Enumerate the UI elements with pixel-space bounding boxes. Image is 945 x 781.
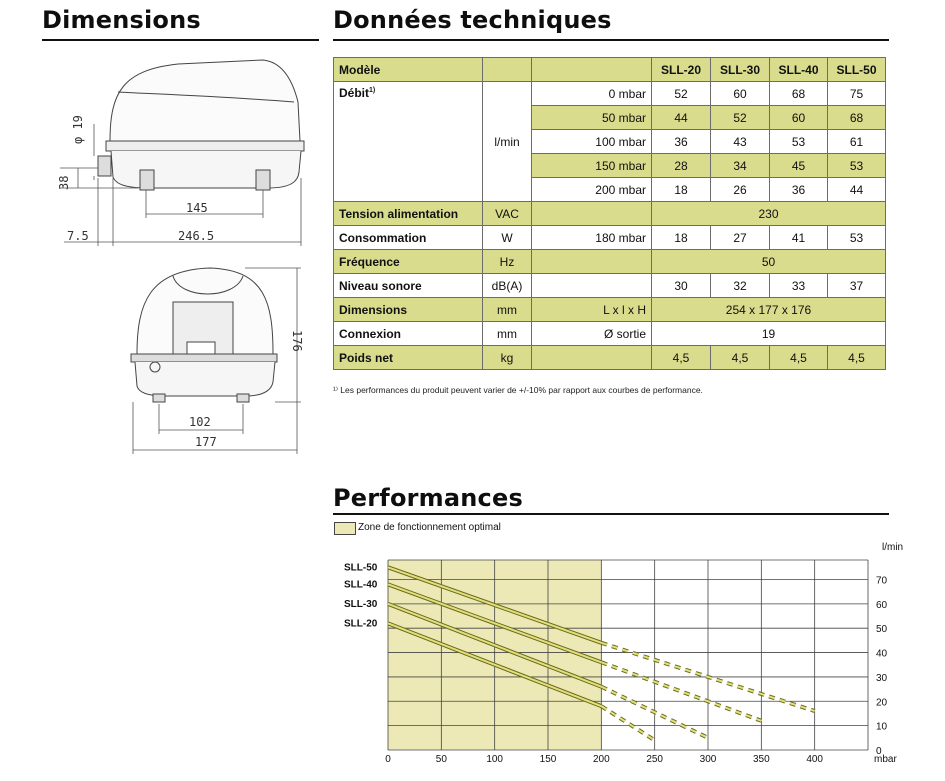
tech-title-rule bbox=[333, 39, 889, 41]
tension-label: Tension alimentation bbox=[334, 202, 483, 226]
x-tick-label: 400 bbox=[806, 754, 824, 765]
debit-value: 52 bbox=[711, 106, 770, 130]
dim-246-5-label: 246.5 bbox=[178, 229, 215, 243]
debit-value: 75 bbox=[828, 82, 886, 106]
debit-label-cell bbox=[334, 82, 483, 202]
legend-swatch bbox=[334, 522, 356, 535]
series-name-label: SLL-50 bbox=[344, 562, 378, 574]
table-row bbox=[334, 322, 886, 346]
debit-pressure: 200 mbar bbox=[532, 178, 652, 202]
debit-unit: l/min bbox=[483, 82, 532, 202]
y-tick-label: 40 bbox=[876, 648, 888, 660]
y-tick-label: 10 bbox=[876, 721, 888, 733]
poids-value: 4,5 bbox=[652, 346, 711, 370]
x-tick-label: 200 bbox=[592, 754, 610, 765]
table-row bbox=[334, 250, 886, 274]
conso-unit: W bbox=[483, 226, 532, 250]
debit-value: 44 bbox=[828, 178, 886, 202]
sonore-value: 30 bbox=[652, 274, 711, 298]
poids-unit: kg bbox=[483, 346, 532, 370]
debit-pressure: 50 mbar bbox=[532, 106, 652, 130]
tension-value: 230 bbox=[652, 202, 886, 226]
model-header-label: Modèle bbox=[334, 58, 483, 82]
series-line-dashed-core bbox=[601, 706, 654, 740]
poids-label: Poids net bbox=[334, 346, 483, 370]
dim-177-label: 177 bbox=[195, 435, 217, 449]
debit-value: 36 bbox=[770, 178, 828, 202]
debit-value: 60 bbox=[711, 82, 770, 106]
freq-unit: Hz bbox=[483, 250, 532, 274]
sonore-value: 33 bbox=[770, 274, 828, 298]
performance-chart bbox=[330, 535, 904, 770]
debit-value: 26 bbox=[711, 178, 770, 202]
table-row bbox=[334, 202, 886, 226]
conso-value: 27 bbox=[711, 226, 770, 250]
connexion-unit: mm bbox=[483, 322, 532, 346]
series-line-dashed-outline bbox=[601, 706, 654, 740]
dimensions-title: Dimensions bbox=[42, 6, 201, 34]
table-header-row bbox=[334, 58, 886, 82]
dim-102-label: 102 bbox=[189, 415, 211, 429]
debit-value: 53 bbox=[828, 154, 886, 178]
model-header-sll-40: SLL-40 bbox=[770, 58, 828, 82]
debit-label: Débit bbox=[339, 86, 369, 100]
dims-value: 254 x 177 x 176 bbox=[652, 298, 886, 322]
table-row bbox=[334, 82, 886, 106]
x-tick-label: 0 bbox=[385, 754, 391, 765]
legend-label: Zone de fonctionnement optimal bbox=[358, 522, 501, 533]
conso-value: 53 bbox=[828, 226, 886, 250]
sonore-value: 37 bbox=[828, 274, 886, 298]
freq-label: Fréquence bbox=[334, 250, 483, 274]
dims-label: Dimensions bbox=[334, 298, 483, 322]
sonore-label: Niveau sonore bbox=[334, 274, 483, 298]
connexion-label: Connexion bbox=[334, 322, 483, 346]
debit-value: 34 bbox=[711, 154, 770, 178]
y-tick-label: 0 bbox=[876, 746, 882, 757]
debit-value: 36 bbox=[652, 130, 711, 154]
dimensions-title-rule bbox=[42, 39, 319, 41]
x-tick-label: 50 bbox=[435, 754, 447, 765]
table-row bbox=[334, 346, 886, 370]
y-tick-label: 60 bbox=[876, 599, 888, 611]
dims-unit: mm bbox=[483, 298, 532, 322]
x-ticks bbox=[385, 754, 823, 765]
debit-value: 68 bbox=[770, 82, 828, 106]
debit-value: 44 bbox=[652, 106, 711, 130]
table-footnote: ¹⁾ Les performances du produit peuvent varier de +/-10% par rapport aux courbes de performance. bbox=[333, 385, 703, 395]
debit-value: 43 bbox=[711, 130, 770, 154]
tech-data-table bbox=[333, 57, 886, 370]
debit-value: 68 bbox=[828, 106, 886, 130]
freq-value: 50 bbox=[652, 250, 886, 274]
dims-condition: L x l x H bbox=[532, 298, 652, 322]
debit-value: 61 bbox=[828, 130, 886, 154]
perf-title-rule bbox=[333, 513, 889, 515]
model-header-sll-50: SLL-50 bbox=[828, 58, 886, 82]
y-ticks bbox=[876, 575, 888, 757]
debit-value: 60 bbox=[770, 106, 828, 130]
dim-145-label: 145 bbox=[186, 201, 208, 215]
table-row bbox=[334, 298, 886, 322]
dim-7-5-label: 7.5 bbox=[67, 229, 89, 243]
sonore-value: 32 bbox=[711, 274, 770, 298]
connexion-value: 19 bbox=[652, 322, 886, 346]
tech-title: Données techniques bbox=[333, 6, 612, 34]
poids-value: 4,5 bbox=[711, 346, 770, 370]
y-tick-label: 30 bbox=[876, 672, 888, 684]
table-row bbox=[334, 226, 886, 250]
y-axis-label: l/min bbox=[882, 542, 904, 553]
table-row bbox=[334, 274, 886, 298]
side-view-drawing bbox=[58, 52, 323, 250]
debit-footnote-mark: 1) bbox=[369, 87, 376, 94]
connexion-condition: Ø sortie bbox=[532, 322, 652, 346]
debit-pressure: 100 mbar bbox=[532, 130, 652, 154]
x-tick-label: 250 bbox=[646, 754, 664, 765]
tension-unit: VAC bbox=[483, 202, 532, 226]
x-tick-label: 150 bbox=[539, 754, 557, 765]
conso-value: 41 bbox=[770, 226, 828, 250]
debit-value: 53 bbox=[770, 130, 828, 154]
debit-pressure: 150 mbar bbox=[532, 154, 652, 178]
x-tick-label: 350 bbox=[752, 754, 770, 765]
debit-value: 52 bbox=[652, 82, 711, 106]
y-tick-label: 20 bbox=[876, 697, 888, 709]
debit-value: 45 bbox=[770, 154, 828, 178]
poids-value: 4,5 bbox=[828, 346, 886, 370]
x-tick-label: 100 bbox=[486, 754, 504, 765]
series-name-label: SLL-40 bbox=[344, 579, 378, 591]
debit-value: 18 bbox=[652, 178, 711, 202]
series-name-label: SLL-30 bbox=[344, 598, 378, 610]
model-header-sll-30: SLL-30 bbox=[711, 58, 770, 82]
model-header-sll-20: SLL-20 bbox=[652, 58, 711, 82]
series-name-label: SLL-20 bbox=[344, 618, 378, 630]
x-tick-label: 300 bbox=[699, 754, 717, 765]
conso-condition: 180 mbar bbox=[532, 226, 652, 250]
x-axis-label: mbar bbox=[874, 754, 897, 765]
series-names bbox=[344, 562, 378, 629]
conso-label: Consommation bbox=[334, 226, 483, 250]
y-tick-label: 50 bbox=[876, 624, 888, 636]
debit-pressure: 0 mbar bbox=[532, 82, 652, 106]
conso-value: 18 bbox=[652, 226, 711, 250]
sonore-unit: dB(A) bbox=[483, 274, 532, 298]
perf-title: Performances bbox=[333, 484, 523, 512]
dim-38-label: 38 bbox=[57, 175, 71, 190]
dim-phi19-label: φ 19 bbox=[71, 115, 85, 144]
front-view-drawing bbox=[125, 262, 310, 462]
debit-value: 28 bbox=[652, 154, 711, 178]
dim-176-label: 176 bbox=[290, 330, 304, 352]
poids-value: 4,5 bbox=[770, 346, 828, 370]
series-line-dashed-core bbox=[601, 662, 761, 720]
y-tick-label: 70 bbox=[876, 575, 888, 587]
